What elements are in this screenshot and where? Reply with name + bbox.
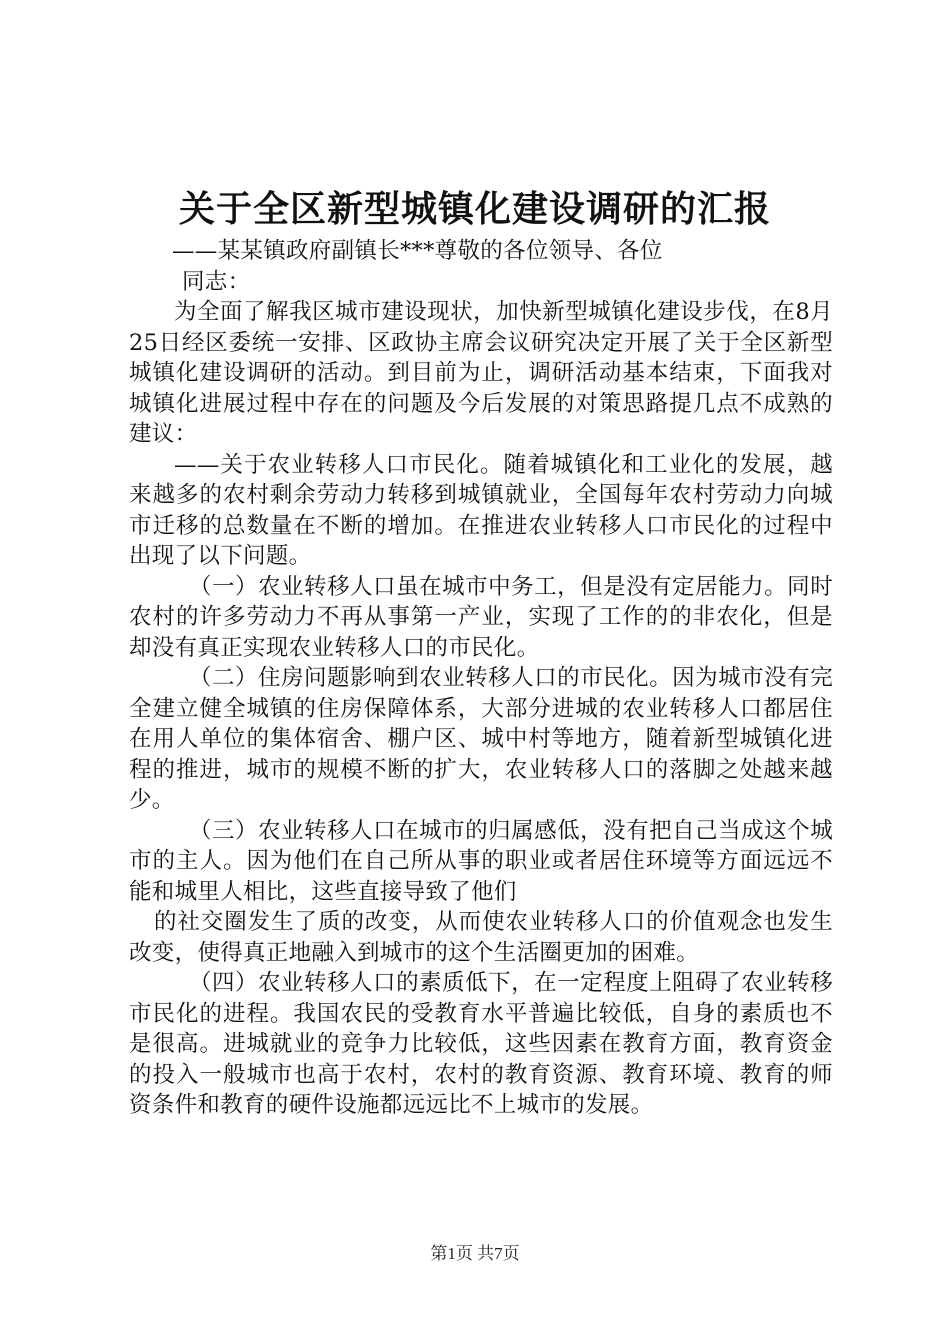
- paragraph: （二）住房问题影响到农业转移人口的市民化。因为城市没有完全建立健全城镇的住房保障体系，大部分进城的农业转移人口都居住在用人单位的集体宿舍、棚户区、城中村等地方，随着新型城镇化进程的推进，城市的规模不断的扩大，农业转移人口的落脚之处越来越少。: [129, 665, 833, 813]
- paragraph: （三）农业转移人口在城市的归属感低，没有把自己当成这个城市的主人。因为他们在自己所从事的职业或者居住环境等方面远远不能和城里人相比，这些直接导致了他们: [129, 817, 833, 905]
- paragraph: ——关于农业转移人口市民化。随着城镇化和工业化的发展，越来越多的农村剩余劳动力转移到城镇就业，全国每年农村劳动力向城市迁移的总数量在不断的增加。在推进农业转移人口市民化的过程中出现了以下问题。: [129, 451, 833, 569]
- paragraph: （一）农业转移人口虽在城市中务工，但是没有定居能力。同时农村的许多劳动力不再从事第一产业，实现了工作的的非农化，但是却没有真正实现农业转移人口的市民化。: [129, 573, 833, 661]
- document-subtitle: ——某某镇政府副镇长***尊敬的各位领导、各位: [172, 238, 663, 264]
- paragraph: （四）农业转移人口的素质低下，在一定程度上阻碍了农业转移市民化的进程。我国农民的受教育水平普遍比较低，自身的素质也不是很高。进城就业的竞争力比较低，这些因素在教育方面，教育资金的投入一般城市也高于农村，农村的教育资源、教育环境、教育的师资条件和教育的硬件设施都远远比不上城市的发展。: [129, 970, 833, 1118]
- paragraph: 的社交圈发生了质的改变，从而使农业转移人口的价值观念也发生改变，使得真正地融入到城市的这个生活圈更加的困难。: [129, 909, 833, 966]
- paragraph: 为全面了解我区城市建设现状，加快新型城镇化建设步伐，在8月25日经区委统一安排、区政协主席会议研究决定开展了关于全区新型城镇化建设调研的活动。到目前为止，调研活动基本结束，下面我对城镇化进展过程中存在的问题及今后发展的对策思路提几点不成熟的建议：: [129, 299, 833, 447]
- page-footer: 第1页 共7页: [430, 1244, 520, 1263]
- document-title: 关于全区新型城镇化建设调研的汇报: [178, 189, 771, 230]
- salutation: 同志：: [182, 268, 251, 295]
- document-body: [129, 236, 833, 1121]
